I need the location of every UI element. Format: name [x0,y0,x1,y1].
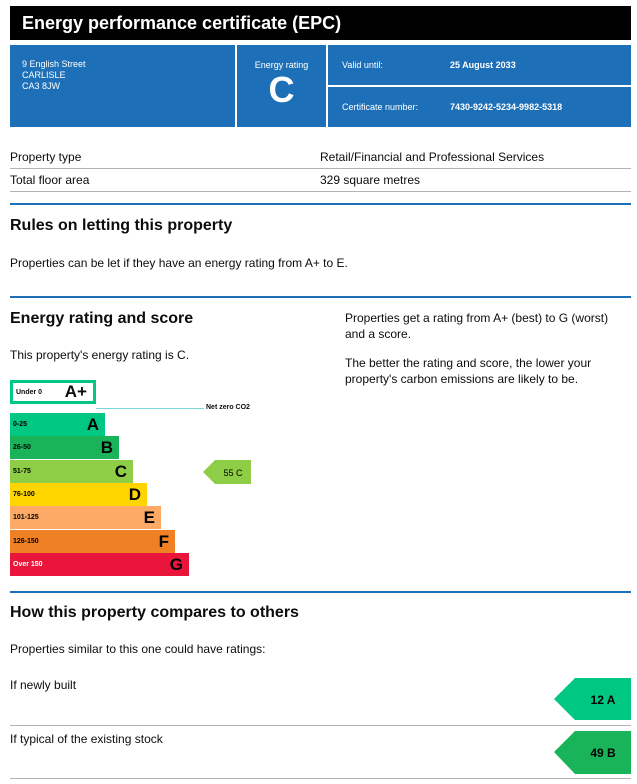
address-line-2: CARLISLE [22,70,66,80]
section-divider [10,591,631,593]
band-letter: D [128,484,141,504]
existing-stock-rating-arrow [554,731,631,774]
row-divider [10,778,631,779]
band-d [10,483,147,506]
band-range: 76-100 [13,490,35,498]
band-f [10,530,175,553]
compare-heading: How this property compares to others [10,604,299,621]
band-letter: B [100,438,113,458]
address-block [10,45,235,127]
band-range: 26-50 [13,444,31,452]
property-type-label: Property type [10,150,82,164]
energy-rating-letter: C [268,69,295,110]
section-divider [10,203,631,205]
section-divider [10,296,631,298]
valid-until-label: Valid until: [342,60,383,70]
valid-until-row [328,45,631,85]
energy-rating-label: Energy rating [254,60,309,70]
existing-stock-rating-text: 49 B [590,746,616,760]
current-rating-text: 55 C [223,468,243,478]
band-range: Under 0 [16,389,43,396]
floor-area-row [10,169,631,192]
property-type-value: Retail/Financial and Professional Services [320,150,545,164]
energy-rating-box [237,45,326,127]
band-aplus [10,380,96,404]
band-g [10,553,189,576]
address-line-3: CA3 8JW [22,81,61,91]
band-range: 126-150 [13,537,39,545]
page-title: Energy performance certificate (EPC) [10,6,631,40]
band-e [10,506,161,529]
net-zero-label: Net zero CO2 [206,404,250,411]
band-letter: E [143,508,155,528]
property-type-row [10,146,631,169]
current-rating-arrow [203,460,251,484]
certificate-number-label: Certificate number: [342,102,419,112]
rating-explanation-2: The better the rating and score, the lower your property's carbon emissions are likely to be. [345,356,592,386]
newly-built-rating-arrow [554,678,631,720]
rules-heading: Rules on letting this property [10,217,233,234]
band-b [10,436,119,459]
rating-explanation-1: Properties get a rating from A+ (best) to G (worst) and a score. [345,311,609,341]
net-zero-line [96,408,204,409]
compare-intro: Properties similar to this one could have ratings: [10,642,266,656]
band-range: 101-125 [13,514,39,522]
valid-until-value: 25 August 2033 [450,60,516,70]
band-letter: A+ [64,382,87,401]
floor-area-value: 329 square metres [320,173,421,187]
rules-text: Properties can be let if they have an energy rating from A+ to E. [10,256,348,270]
band-a [10,413,105,436]
score-text: This property's energy rating is C. [10,348,190,362]
band-range: Over 150 [13,560,43,568]
certificate-number-value: 7430-9242-5234-9982-5318 [450,102,563,112]
band-range: 0-25 [13,421,28,428]
existing-stock-label: If typical of the existing stock [10,732,163,746]
address-line-1: 9 English Street [22,59,86,69]
score-heading: Energy rating and score [10,310,194,327]
band-letter: A [86,415,99,434]
row-divider [10,725,631,726]
band-letter: G [169,554,183,574]
newly-built-rating-text: 12 A [590,693,616,707]
floor-area-label: Total floor area [10,173,90,187]
certificate-number-row [328,87,631,127]
band-letter: C [114,461,127,481]
band-letter: F [158,531,169,551]
newly-built-label: If newly built [10,678,77,692]
band-c [10,460,133,483]
band-range: 51-75 [13,467,31,475]
